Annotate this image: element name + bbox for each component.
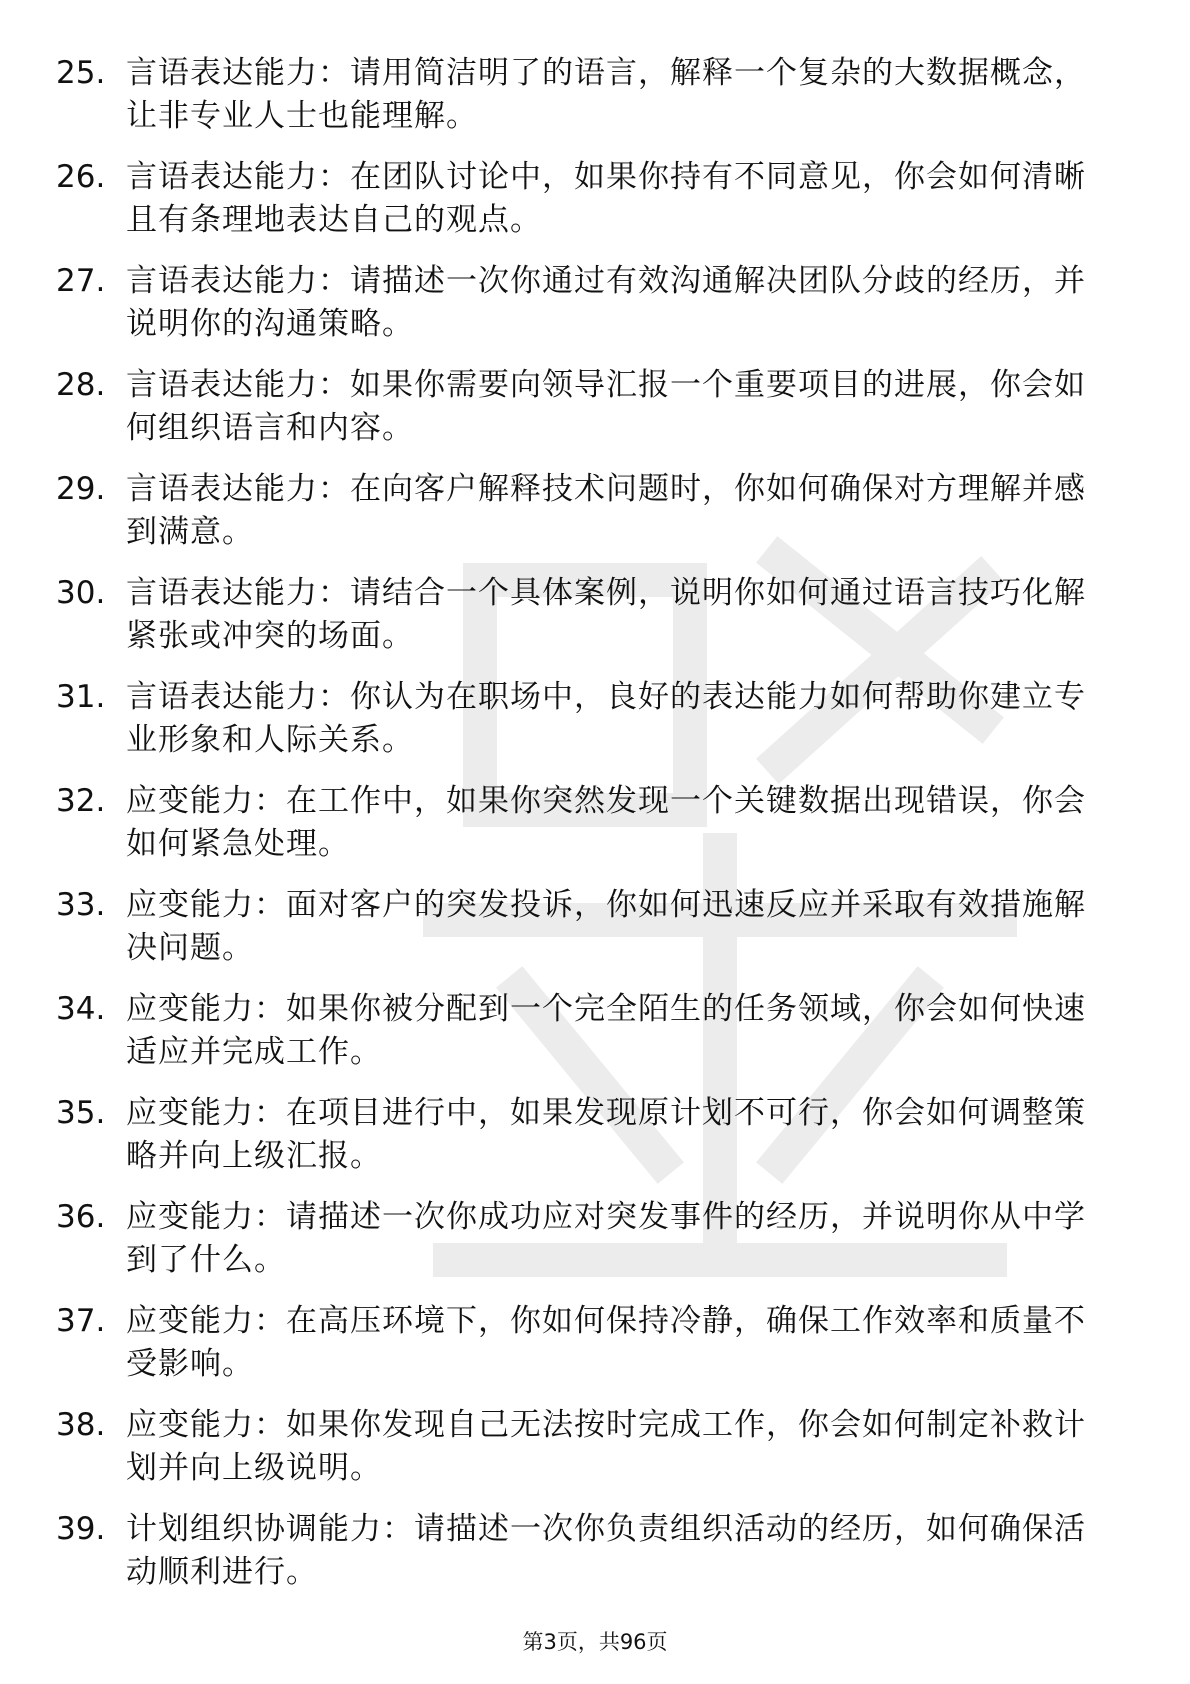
question-text: 应变能力：如果你被分配到一个完全陌生的任务领域，你会如何快速适应并完成工作。: [126, 991, 1086, 1070]
question-number: 28.: [56, 367, 106, 403]
question-number: 35.: [56, 1095, 106, 1131]
question-item: [0, 260, 1190, 364]
question-text: 应变能力：在项目进行中，如果发现原计划不可行，你会如何调整策略并向上级汇报。: [126, 1095, 1086, 1174]
question-number: 39.: [56, 1511, 106, 1547]
question-number: 27.: [56, 263, 106, 299]
question-number: 38.: [56, 1407, 106, 1443]
question-number: 34.: [56, 991, 106, 1027]
question-number: 33.: [56, 887, 106, 923]
question-number: 36.: [56, 1199, 106, 1235]
question-number: 31.: [56, 679, 106, 715]
question-item: [0, 1300, 1190, 1404]
question-number: 32.: [56, 783, 106, 819]
question-text: 应变能力：如果你发现自己无法按时完成工作，你会如何制定补救计划并向上级说明。: [126, 1407, 1086, 1486]
question-item: [0, 156, 1190, 260]
question-item: [0, 988, 1190, 1092]
question-number: 37.: [56, 1303, 106, 1339]
question-item: [0, 364, 1190, 468]
question-text: 言语表达能力：如果你需要向领导汇报一个重要项目的进展，你会如何组织语言和内容。: [126, 367, 1086, 446]
question-text: 计划组织协调能力：请描述一次你负责组织活动的经历，如何确保活动顺利进行。: [126, 1511, 1086, 1590]
question-item: [0, 468, 1190, 572]
question-item: [0, 1196, 1190, 1300]
question-number: 30.: [56, 575, 106, 611]
question-item: [0, 52, 1190, 156]
question-number: 26.: [56, 159, 106, 195]
page-number-footer: 第3页，共96页: [522, 1630, 668, 1654]
question-list: [0, 52, 1190, 1612]
question-text: 言语表达能力：你认为在职场中，良好的表达能力如何帮助你建立专业形象和人际关系。: [126, 679, 1086, 758]
question-item: [0, 1508, 1190, 1612]
question-number: 29.: [56, 471, 106, 507]
question-text: 言语表达能力：请结合一个具体案例，说明你如何通过语言技巧化解紧张或冲突的场面。: [126, 575, 1086, 654]
question-item: [0, 1092, 1190, 1196]
question-item: [0, 884, 1190, 988]
question-text: 言语表达能力：请描述一次你通过有效沟通解决团队分歧的经历，并说明你的沟通策略。: [126, 263, 1086, 342]
question-item: [0, 780, 1190, 884]
question-item: [0, 1404, 1190, 1508]
question-text: 应变能力：在高压环境下，你如何保持冷静，确保工作效率和质量不受影响。: [126, 1303, 1086, 1382]
question-text: 应变能力：在工作中，如果你突然发现一个关键数据出现错误，你会如何紧急处理。: [126, 783, 1086, 862]
question-text: 言语表达能力：请用简洁明了的语言，解释一个复杂的大数据概念，让非专业人士也能理解。: [126, 55, 1086, 134]
question-text: 言语表达能力：在团队讨论中，如果你持有不同意见，你会如何清晰且有条理地表达自己的观点。: [126, 159, 1086, 238]
question-text: 应变能力：面对客户的突发投诉，你如何迅速反应并采取有效措施解决问题。: [126, 887, 1086, 966]
question-text: 言语表达能力：在向客户解释技术问题时，你如何确保对方理解并感到满意。: [126, 471, 1086, 550]
question-number: 25.: [56, 55, 106, 91]
question-item: [0, 676, 1190, 780]
question-item: [0, 572, 1190, 676]
question-text: 应变能力：请描述一次你成功应对突发事件的经历，并说明你从中学到了什么。: [126, 1199, 1086, 1278]
